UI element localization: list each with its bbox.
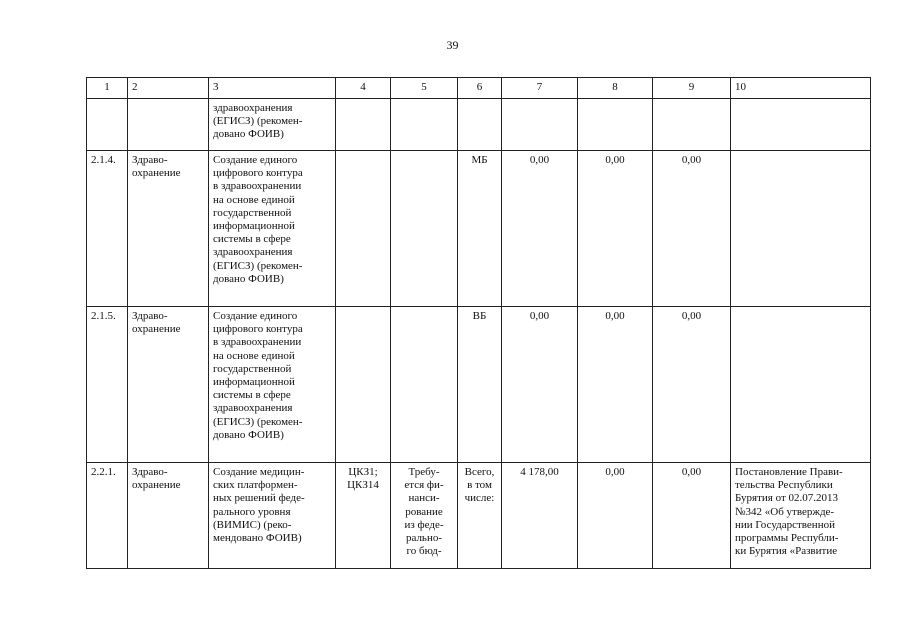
row-value-9: 0,00 (653, 151, 731, 307)
row-value-9: 0,00 (653, 463, 731, 569)
row-value-7: 4 178,00 (502, 463, 578, 569)
row-financing: Требу- ется фи- нанси- рование из феде- рально- го бюд- (391, 463, 458, 569)
row-code: ЦКЗ1; ЦКЗ14 (336, 463, 391, 569)
row-number (87, 99, 128, 151)
row-code (336, 151, 391, 307)
row-note (731, 99, 871, 151)
header-cell-9: 9 (653, 78, 731, 99)
header-cell-5: 5 (391, 78, 458, 99)
row-value-9: 0,00 (653, 307, 731, 463)
row-measure: Создание медицин- ских платформен- ных решений феде- рального уровня (ВИМИС) (реко- мендовано ФОИВ) (209, 463, 336, 569)
row-value-7: 0,00 (502, 307, 578, 463)
row-sector: Здраво- охранение (128, 463, 209, 569)
row-code (336, 99, 391, 151)
row-sector: Здраво- охранение (128, 307, 209, 463)
row-value-7: 0,00 (502, 151, 578, 307)
header-row (87, 78, 871, 99)
row-sector: Здраво- охранение (128, 151, 209, 307)
row-value-8: 0,00 (578, 307, 653, 463)
header-cell-10: 10 (731, 78, 871, 99)
row-value-9 (653, 99, 731, 151)
row-value-8 (578, 99, 653, 151)
row-value-8: 0,00 (578, 463, 653, 569)
row-note (731, 151, 871, 307)
row-source (458, 99, 502, 151)
row-financing (391, 151, 458, 307)
row-source: ВБ (458, 307, 502, 463)
header-cell-3: 3 (209, 78, 336, 99)
row-number: 2.1.5. (87, 307, 128, 463)
header-cell-2: 2 (128, 78, 209, 99)
row-measure: Создание единого цифрового контура в здравоохранении на основе единой государственной информационной системы в сфере здравоохранения (ЕГИСЗ) (рекомен- довано ФОИВ) (209, 307, 336, 463)
header-cell-7: 7 (502, 78, 578, 99)
row-note (731, 307, 871, 463)
row-code (336, 307, 391, 463)
row-measure: здравоохранения (ЕГИСЗ) (рекомен- довано ФОИВ) (209, 99, 336, 151)
row-number: 2.2.1. (87, 463, 128, 569)
header-cell-8: 8 (578, 78, 653, 99)
row-sector (128, 99, 209, 151)
row-value-7 (502, 99, 578, 151)
table-row (87, 151, 871, 307)
header-cell-4: 4 (336, 78, 391, 99)
table-row (87, 307, 871, 463)
table-row (87, 463, 871, 569)
header-cell-1: 1 (87, 78, 128, 99)
row-value-8: 0,00 (578, 151, 653, 307)
row-measure: Создание единого цифрового контура в здравоохранении на основе единой государственной информационной системы в сфере здравоохранения (ЕГИСЗ) (рекомен- довано ФОИВ) (209, 151, 336, 307)
row-financing (391, 99, 458, 151)
row-source: Всего, в том числе: (458, 463, 502, 569)
page-number: 39 (446, 38, 459, 52)
row-financing (391, 307, 458, 463)
row-number: 2.1.4. (87, 151, 128, 307)
program-table (86, 77, 871, 569)
row-source: МБ (458, 151, 502, 307)
header-cell-6: 6 (458, 78, 502, 99)
row-note: Постановление Прави- тельства Республики Бурятия от 02.07.2013 №342 «Об утвержде- нии Государственной программы Республи- ки Бурятия «Развитие (731, 463, 871, 569)
table-row (87, 99, 871, 151)
